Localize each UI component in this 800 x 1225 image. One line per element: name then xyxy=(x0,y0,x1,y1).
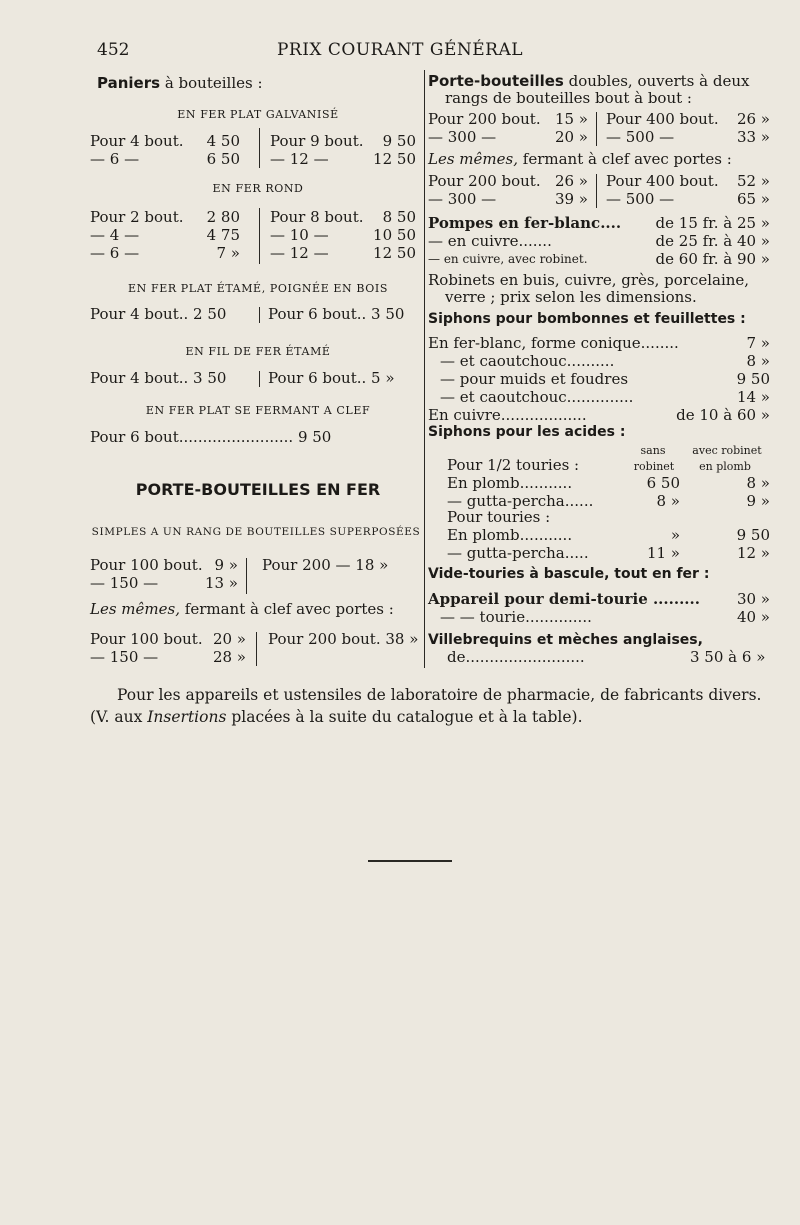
pompes-label: Pompes en fer-blanc.... xyxy=(428,214,622,232)
acides-avec-robinet: 9 » xyxy=(746,492,770,510)
rond-row-label: — 12 — xyxy=(270,244,329,262)
memes2-row-price: 65 » xyxy=(736,190,770,208)
acides-label: — gutta-percha...... xyxy=(447,492,594,510)
doubles-row-label: Pour 200 bout. xyxy=(428,110,541,128)
siphons-price: 7 » xyxy=(746,334,770,352)
siphons-label: — et caoutchouc.............. xyxy=(440,388,634,406)
robinets-line2: verre ; prix selon les dimensions. xyxy=(445,288,697,306)
acides-sans-robinet: 11 » xyxy=(646,544,680,562)
villebrequins-line2: de......................... xyxy=(447,648,585,666)
rond-heading: EN FER ROND xyxy=(212,182,304,195)
acides-label2: Pour touries : xyxy=(447,508,551,526)
paniers-title: Paniers xyxy=(97,74,161,92)
section-rule xyxy=(368,860,452,862)
fil-left: Pour 4 bout.. 3 50 xyxy=(90,369,227,387)
porte-bouteilles-title: PORTE-BOUTEILLES EN FER xyxy=(135,480,381,499)
table-divider xyxy=(259,208,260,264)
siphons-label: — pour muids et foudres xyxy=(440,370,629,388)
table-divider xyxy=(596,174,597,208)
acides-avec-robinet: 8 » xyxy=(746,474,770,492)
rond-row-label: — 4 — xyxy=(90,226,140,244)
robinets-line1: Robinets en buis, cuivre, grès, porcelaine, xyxy=(428,271,750,289)
simples-row-price: 9 » xyxy=(214,556,238,574)
doubles-heading xyxy=(428,72,749,90)
memes-row-label: Pour 100 bout. xyxy=(90,630,203,648)
galvanise-row-price: 9 50 xyxy=(382,132,416,150)
acides-sans-robinet: » xyxy=(670,526,680,544)
siphons-title: Siphons pour bombonnes et feuillettes : xyxy=(428,311,746,327)
memes2-row-label: — 300 — xyxy=(428,190,497,208)
table-divider xyxy=(596,112,597,146)
villebrequins-price: 3 50 à 6 » xyxy=(690,648,766,666)
galvanise-row-label: Pour 9 bout. xyxy=(270,132,364,150)
memes-italic: Les mêmes, xyxy=(90,600,180,618)
simples-row-price: 13 » xyxy=(204,574,238,592)
pompes-price: de 60 fr. à 90 » xyxy=(655,250,770,268)
footer-line1: Pour les appareils et ustensiles de laboratoire de pharmacie, de fabricants divers. xyxy=(117,686,762,704)
acides-avec-robinet: 9 50 xyxy=(736,526,770,544)
siphons-price: de 10 à 60 » xyxy=(676,406,770,424)
fil-heading: EN FIL DE FER ÉTAMÉ xyxy=(185,345,331,358)
acides-sans-robinet: 8 » xyxy=(656,492,680,510)
galvanise-row-label: Pour 4 bout. xyxy=(90,132,184,150)
rond-row-price: 7 » xyxy=(216,244,240,262)
table-divider xyxy=(259,307,260,323)
doubles-row-label: — 300 — xyxy=(428,128,497,146)
doubles-row-price: 26 » xyxy=(736,110,770,128)
memes-right: Pour 200 bout. 38 » xyxy=(268,630,419,648)
pompes-label: — en cuivre....... xyxy=(428,232,552,250)
villebrequins-line1: Villebrequins et mèches anglaises, xyxy=(428,632,703,648)
rond-row-label: — 6 — xyxy=(90,244,140,262)
appareil-price: 30 » xyxy=(736,590,770,608)
acides-label: — gutta-percha..... xyxy=(447,544,589,562)
siphons-price: 8 » xyxy=(746,352,770,370)
doubles-row-price: 33 » xyxy=(736,128,770,146)
footer-line2 xyxy=(90,708,583,726)
acides-col2-bottom: en plomb xyxy=(699,460,751,473)
rond-row-label: Pour 8 bout. xyxy=(270,208,364,226)
doubles-row-label: — 500 — xyxy=(606,128,675,146)
acides-avec-robinet: 12 » xyxy=(736,544,770,562)
fil-right: Pour 6 bout.. 5 » xyxy=(268,369,395,387)
rond-row-price: 2 80 xyxy=(206,208,240,226)
galvanise-row-price: 6 50 xyxy=(206,150,240,168)
memes2-italic: Les mêmes, xyxy=(428,150,518,168)
rond-row-label: Pour 2 bout. xyxy=(90,208,184,226)
memes-row-price: 28 » xyxy=(212,648,246,666)
galvanise-row-label: — 6 — xyxy=(90,150,140,168)
rond-row-label: — 10 — xyxy=(270,226,329,244)
rond-row-price: 12 50 xyxy=(373,244,416,262)
simples-row-label: — 150 — xyxy=(90,574,159,592)
galvanise-row-price: 4 50 xyxy=(206,132,240,150)
simples-row-label: Pour 100 bout. xyxy=(90,556,203,574)
doubles-title: Porte-bouteilles xyxy=(428,72,564,90)
column-divider xyxy=(424,70,425,668)
memes-row-label: — 150 — xyxy=(90,648,159,666)
galvanise-row-label: — 12 — xyxy=(270,150,329,168)
memes2-line xyxy=(428,150,732,168)
appareil-label: — — tourie.............. xyxy=(440,608,592,626)
doubles-row-price: 15 » xyxy=(554,110,588,128)
acides-col2-top: avec robinet xyxy=(692,444,762,457)
rond-row-price: 4 75 xyxy=(206,226,240,244)
pompes-price: de 25 fr. à 40 » xyxy=(655,232,770,250)
etame-right: Pour 6 bout.. 3 50 xyxy=(268,305,405,323)
rond-row-price: 8 50 xyxy=(382,208,416,226)
simples-right: Pour 200 — 18 » xyxy=(262,556,389,574)
memes-line xyxy=(90,600,394,618)
page-title: PRIX COURANT GÉNÉRAL xyxy=(276,40,524,60)
memes2-row-price: 52 » xyxy=(736,172,770,190)
acides-title: Siphons pour les acides : xyxy=(428,424,626,440)
memes2-row-price: 39 » xyxy=(554,190,588,208)
acides-col1-bottom: robinet xyxy=(633,460,675,473)
siphons-label: En cuivre.................. xyxy=(428,406,587,424)
siphons-label: — et caoutchouc.......... xyxy=(440,352,615,370)
table-divider xyxy=(259,128,260,168)
siphons-price: 14 » xyxy=(736,388,770,406)
footer-line2-b: placées à la suite du catalogue et à la table). xyxy=(231,708,583,726)
pompes-price: de 15 fr. à 25 » xyxy=(655,214,770,232)
appareil-price: 40 » xyxy=(736,608,770,626)
table-divider xyxy=(256,632,257,666)
etame-heading: EN FER PLAT ÉTAMÉ, POIGNÉE EN BOIS xyxy=(128,282,388,295)
memes2-row-label: — 500 — xyxy=(606,190,675,208)
doubles-line2: rangs de bouteilles bout à bout : xyxy=(445,89,692,107)
acides-col1-top: sans xyxy=(640,444,666,457)
rond-row-price: 10 50 xyxy=(373,226,416,244)
doubles-rest: doubles, ouverts à deux xyxy=(568,72,750,90)
galvanise-heading: EN FER PLAT GALVANISÉ xyxy=(177,108,339,121)
memes-row-price: 20 » xyxy=(212,630,246,648)
memes-rest: fermant à clef avec portes : xyxy=(184,600,394,618)
acides-sans-robinet: 6 50 xyxy=(646,474,680,492)
table-divider xyxy=(259,371,260,387)
memes2-rest: fermant à clef avec portes : xyxy=(522,150,732,168)
memes2-row-label: Pour 400 bout. xyxy=(606,172,719,190)
paniers-heading xyxy=(97,74,263,92)
siphons-label: En fer-blanc, forme conique........ xyxy=(428,334,679,352)
doubles-row-price: 20 » xyxy=(554,128,588,146)
table-divider xyxy=(246,558,247,594)
doubles-row-label: Pour 400 bout. xyxy=(606,110,719,128)
clef-heading: EN FER PLAT SE FERMANT A CLEF xyxy=(145,404,371,417)
page-number: 452 xyxy=(97,40,130,60)
etame-left: Pour 4 bout.. 2 50 xyxy=(90,305,227,323)
acides-label: En plomb........... xyxy=(447,526,573,544)
appareil-label: Appareil pour demi-tourie ......... xyxy=(428,590,700,608)
footer-insertions: Insertions xyxy=(147,708,227,726)
paniers-suffix: à bouteilles : xyxy=(164,74,263,92)
galvanise-row-price: 12 50 xyxy=(373,150,416,168)
acides-label1: Pour 1/2 touries : xyxy=(447,456,580,474)
footer-line2-a: (V. aux xyxy=(90,708,143,726)
vide-touries: Vide-touries à bascule, tout en fer : xyxy=(428,566,710,582)
siphons-price: 9 50 xyxy=(736,370,770,388)
pompes-label: — en cuivre, avec robinet. xyxy=(428,252,588,266)
clef-row: Pour 6 bout........................ 9 50 xyxy=(90,428,332,446)
memes2-row-price: 26 » xyxy=(554,172,588,190)
simples-heading: SIMPLES A UN RANG DE BOUTEILLES SUPERPOSÉES xyxy=(91,526,421,538)
acides-label: En plomb........... xyxy=(447,474,573,492)
memes2-row-label: Pour 200 bout. xyxy=(428,172,541,190)
